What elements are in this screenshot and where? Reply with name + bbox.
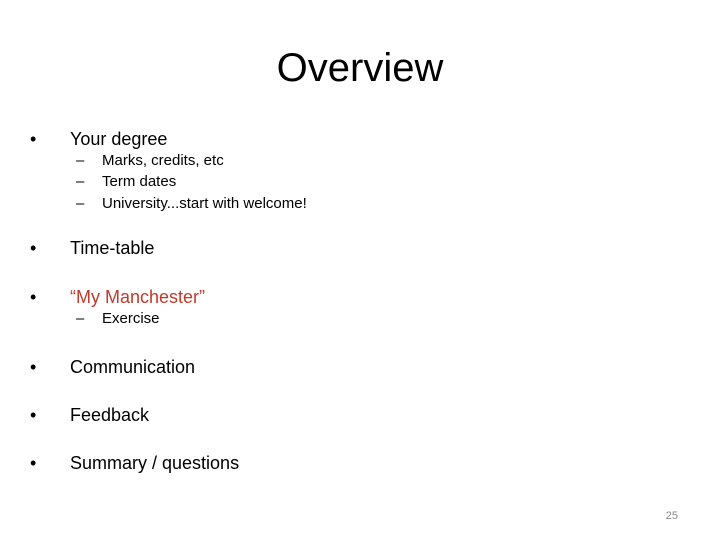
bullet-item-your-degree [30,127,167,151]
bullet-label: Communication [70,357,196,377]
sub-item-university [76,194,307,214]
bullet-icon: • [30,287,37,307]
sub-item-label: Exercise [102,310,160,327]
bullet-label: Summary / questions [70,453,240,473]
bullet-icon: • [30,405,37,425]
bullet-item-time-table [30,236,154,260]
sub-item-label: University...start with welcome! [102,195,307,212]
bullet-label: “My Manchester” [70,287,206,307]
sub-item-marks [76,151,224,171]
bullet-item-communication [30,355,195,379]
bullet-icon: • [30,129,37,149]
bullet-icon: • [30,238,37,258]
sub-item-term-dates [76,172,176,192]
bullet-item-summary [30,451,239,475]
bullet-label: Feedback [70,405,150,425]
bullet-label: Time-table [70,238,155,258]
dash-icon: – [76,173,85,190]
dash-icon: – [76,195,85,212]
sub-item-exercise [76,309,160,329]
dash-icon: – [76,152,85,169]
bullet-item-my-manchester [30,285,205,309]
page-number: 25 [665,510,678,522]
bullet-item-feedback [30,403,149,427]
bullet-icon: • [30,357,37,377]
dash-icon: – [76,310,85,327]
bullet-label: Your degree [70,129,168,149]
bullet-icon: • [30,453,37,473]
sub-item-label: Marks, credits, etc [102,152,224,169]
slide-title: Overview [276,46,444,90]
sub-item-label: Term dates [102,173,177,190]
